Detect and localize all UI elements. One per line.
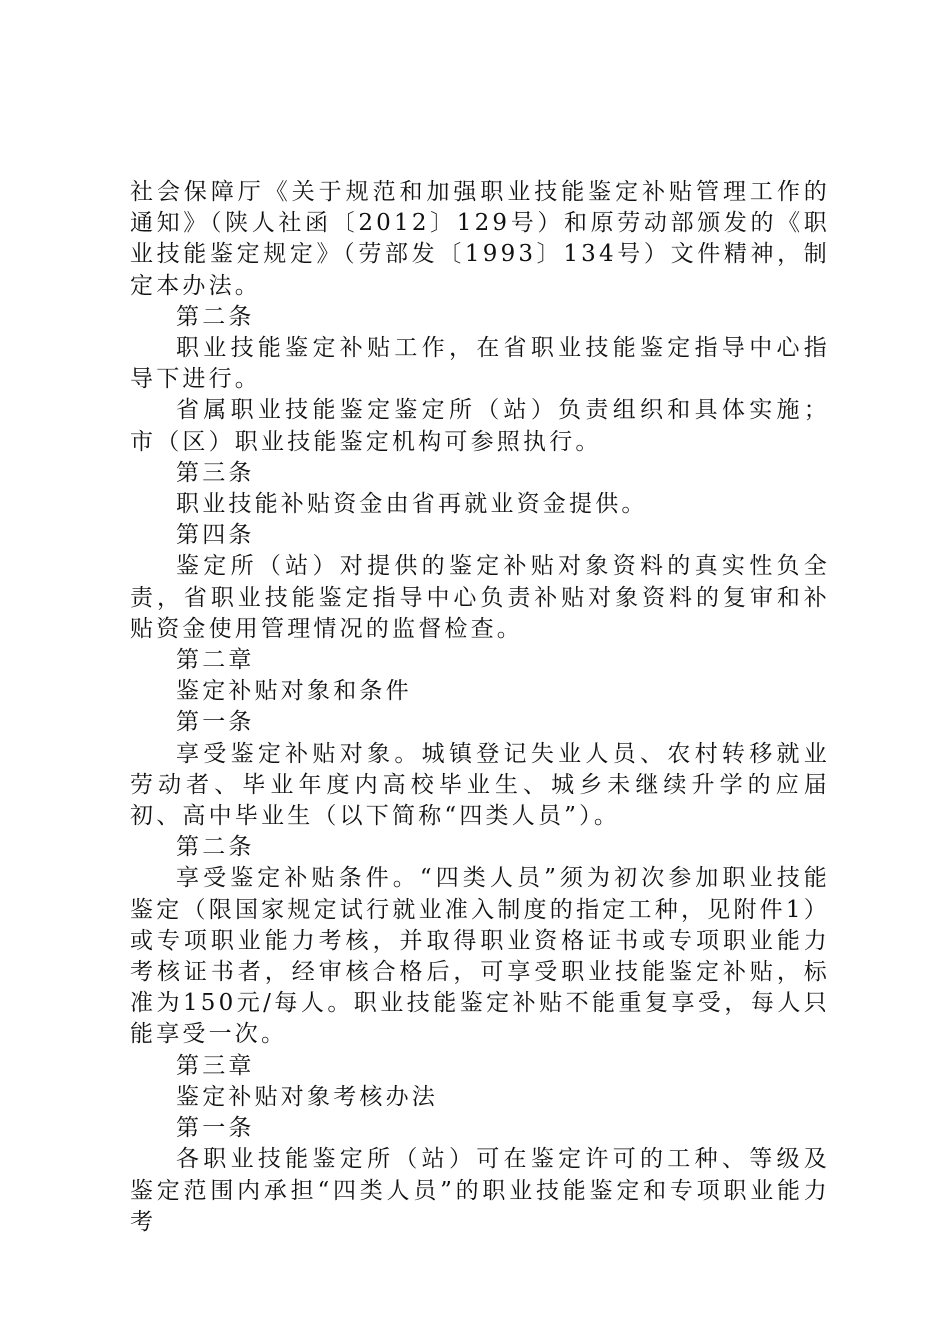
chapter-heading: 第二章: [176, 647, 255, 674]
chapter-heading: 第三章: [176, 1052, 255, 1079]
paragraph: 省属职业技能鉴定鉴定所（站）负责组织和具体实施；市（区）职业技能鉴定机构可参照执行。: [130, 397, 830, 455]
paragraph: 社会保障厅《关于规范和加强职业技能鉴定补贴管理工作的通知》（陕人社函〔2012〕129号）和原劳动部颁发的《职业技能鉴定规定》（劳部发〔1993〕134号）文件精神，制定本办法。: [130, 179, 830, 299]
paragraph: 鉴定所（站）对提供的鉴定补贴对象资料的真实性负全责，省职业技能鉴定指导中心负责补贴对象资料的复审和补贴资金使用管理情况的监督检查。: [130, 553, 830, 642]
article-heading: 第二条: [176, 834, 255, 861]
paragraph: 享受鉴定补贴对象。城镇登记失业人员、农村转移就业劳动者、毕业年度内高校毕业生、城乡未继续升学的应届初、高中毕业生（以下简称“四类人员”）。: [130, 740, 830, 830]
paragraph: 职业技能鉴定补贴工作，在省职业技能鉴定指导中心指导下进行。: [130, 335, 830, 393]
article-heading: 第一条: [176, 709, 255, 736]
paragraph: 职业技能补贴资金由省再就业资金提供。: [176, 491, 648, 518]
article-heading: 第四条: [176, 522, 255, 549]
chapter-title: 鉴定补贴对象考核办法: [176, 1083, 438, 1110]
article-heading: 第二条: [176, 303, 255, 330]
article-heading: 第一条: [176, 1115, 255, 1142]
chapter-title: 鉴定补贴对象和条件: [176, 678, 412, 705]
document-body: [130, 177, 830, 1238]
article-heading: 第三条: [176, 459, 255, 486]
paragraph: 各职业技能鉴定所（站）可在鉴定许可的工种、等级及鉴定范围内承担“四类人员”的职业技能鉴定和专项职业能力考: [130, 1146, 830, 1235]
paragraph: 享受鉴定补贴条件。“四类人员”须为初次参加职业技能鉴定（限国家规定试行就业准入制度的指定工种，见附件1）或专项职业能力考核，并取得职业资格证书或专项职业能力考核证书者，经审核合格后，可享受职业技能鉴定补贴，标准为150元/每人。职业技能鉴定补贴不能重复享受，每人只能享受一次。: [130, 865, 830, 1048]
